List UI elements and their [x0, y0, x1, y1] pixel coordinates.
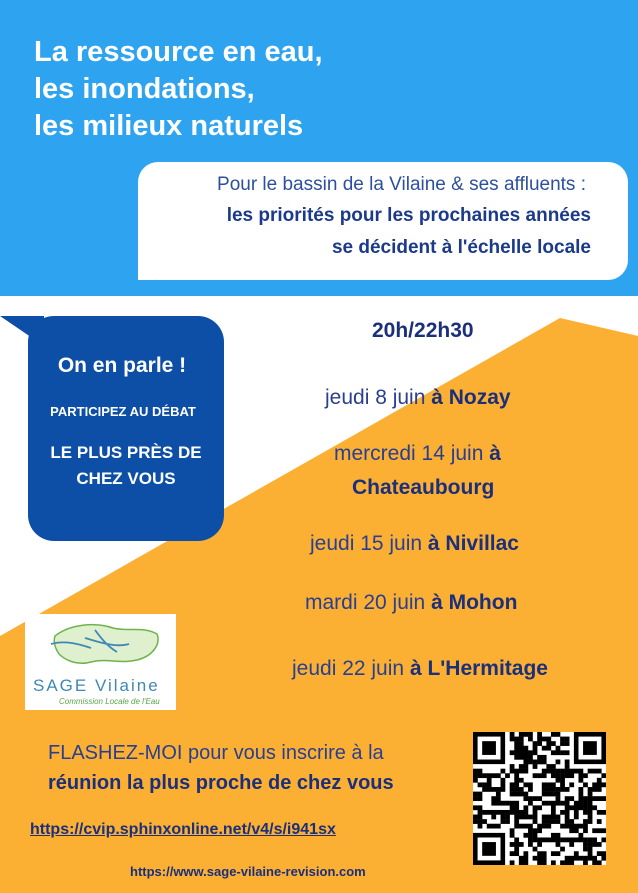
logo-tagline: Commission Locale de l'Eau: [59, 697, 160, 706]
qr-finder-pattern: [482, 741, 496, 755]
event-date: jeudi 15 juin: [310, 532, 428, 555]
event-date: mercredi 14 juin: [334, 442, 484, 465]
event-place: à: [489, 442, 501, 465]
event-date: jeudi 8 juin: [325, 386, 426, 409]
callout-subtitle: PARTICIPEZ AU DÉBAT: [50, 404, 196, 419]
qr-finder-pattern: [482, 842, 496, 856]
event-place: à Nozay: [431, 386, 511, 409]
logo-brand: SAGE Vilaine: [33, 676, 160, 695]
event-item: [305, 591, 517, 615]
registration-link[interactable]: https://cvip.sphinxonline.net/v4/s/i941sx: [30, 821, 336, 838]
intro-speech-bubble: [138, 162, 628, 280]
intro-line: les priorités pour les prochaines années: [226, 205, 591, 226]
event-item: [310, 532, 519, 556]
event-place: à Mohon: [431, 591, 518, 614]
event-item: [292, 657, 548, 681]
event-date: mardi 20 juin: [305, 591, 426, 614]
cta-line: réunion la plus proche de chez vous: [48, 772, 394, 794]
title-line: La ressource en eau,: [34, 36, 323, 68]
event-item: [325, 386, 511, 410]
cta-line: FLASHEZ-MOI pour vous inscrire à la: [48, 742, 384, 764]
event-place: à L'Hermitage: [409, 657, 548, 680]
callout-tagline: [28, 440, 224, 492]
event-place: Chateaubourg: [352, 476, 495, 499]
callout-tagline-line: CHEZ VOUS: [76, 469, 176, 488]
callout-title: On en parle !: [57, 354, 187, 377]
qr-code[interactable]: [473, 732, 606, 865]
title-line: les milieux naturels: [34, 110, 304, 142]
meeting-time: 20h/22h30: [372, 319, 474, 342]
event-date: jeudi 22 juin: [292, 657, 405, 680]
vilaine-map-icon: [25, 614, 176, 674]
qr-finder-pattern: [583, 741, 597, 755]
callout-tagline-line: LE PLUS PRÈS DE: [50, 443, 202, 462]
event-place: à Nivillac: [427, 532, 519, 555]
website-link[interactable]: https://www.sage-vilaine-revision.com: [130, 864, 366, 879]
intro-line: Pour le bassin de la Vilaine & ses affluents :: [217, 174, 586, 195]
sage-vilaine-logo: [25, 614, 176, 710]
callout-bubble: [28, 316, 224, 541]
qr-code-image: [473, 732, 606, 865]
title-line: les inondations,: [34, 73, 255, 105]
event-item-continued: [352, 476, 494, 500]
event-item: [334, 442, 501, 466]
qr-call-to-action: [48, 738, 394, 798]
page-title: [34, 34, 323, 145]
intro-line: se décident à l'échelle locale: [331, 237, 591, 258]
